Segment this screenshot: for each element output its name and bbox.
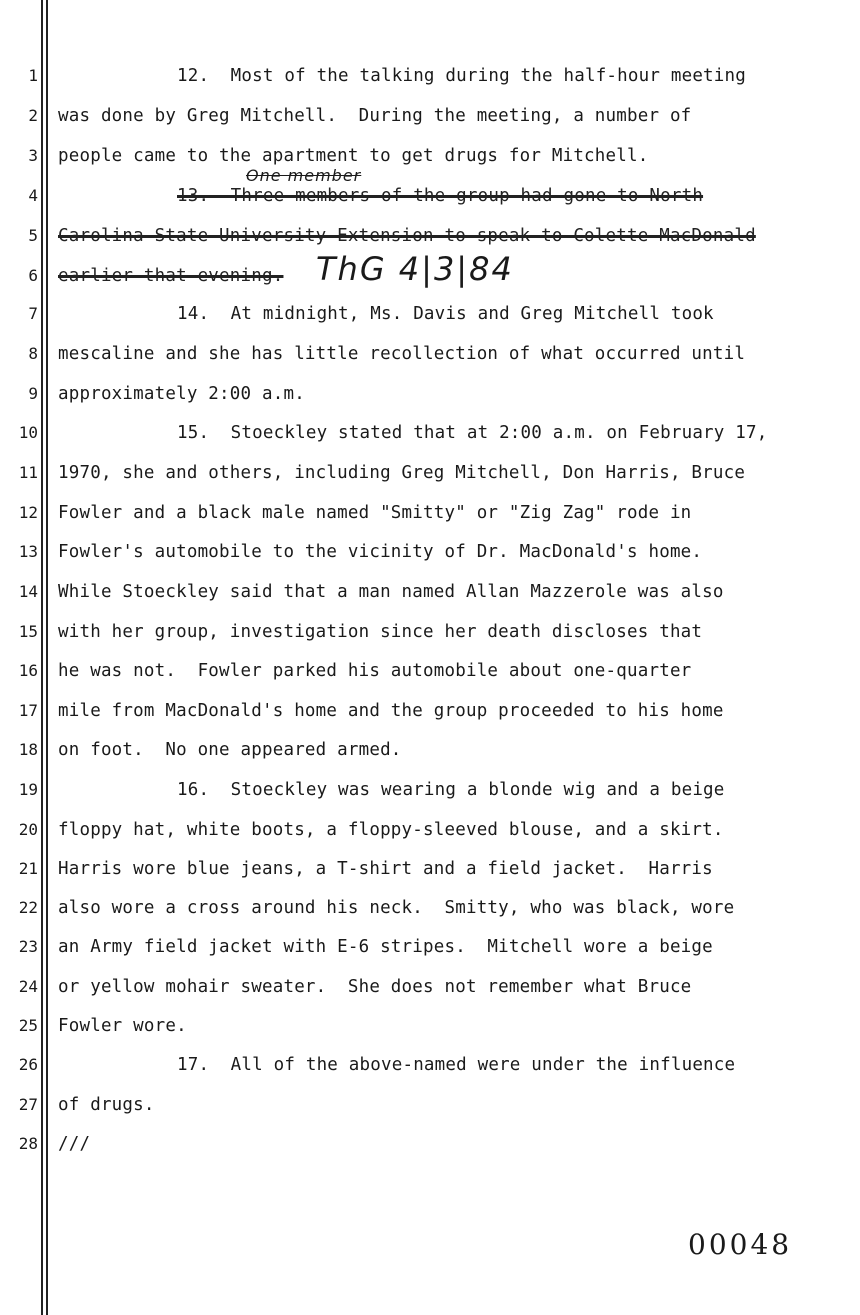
line-number: 10 bbox=[18, 423, 38, 442]
line-number: 23 bbox=[18, 937, 38, 956]
line-number: 3 bbox=[28, 146, 38, 165]
struck-text-line: earlier that evening. bbox=[58, 266, 284, 286]
line-number: 11 bbox=[18, 463, 38, 482]
margin-rule-inner bbox=[46, 0, 48, 1315]
text-line: 15. Stoeckley stated that at 2:00 a.m. on February 17, bbox=[177, 423, 768, 443]
line-number: 15 bbox=[18, 622, 38, 641]
line-number: 4 bbox=[28, 186, 38, 205]
text-line: approximately 2:00 a.m. bbox=[58, 384, 305, 404]
page-number: 00048 bbox=[688, 1228, 793, 1261]
line-number: 22 bbox=[18, 898, 38, 917]
text-line: with her group, investigation since her death discloses that bbox=[58, 622, 703, 642]
text-line: or yellow mohair sweater. She does not remember what Bruce bbox=[58, 977, 692, 997]
text-line: people came to the apartment to get drugs for Mitchell. bbox=[58, 146, 649, 166]
line-number: 8 bbox=[28, 344, 38, 363]
text-line: of drugs. bbox=[58, 1095, 155, 1115]
text-line: Fowler wore. bbox=[58, 1016, 187, 1036]
line-number: 28 bbox=[18, 1134, 38, 1153]
text-line: 1970, she and others, including Greg Mitchell, Don Harris, Bruce bbox=[58, 463, 746, 483]
text-line: also wore a cross around his neck. Smitty, who was black, wore bbox=[58, 898, 735, 918]
text-line: /// bbox=[58, 1134, 91, 1154]
text-line: 12. Most of the talking during the half-hour meeting bbox=[177, 66, 747, 86]
text-line: Fowler's automobile to the vicinity of Dr. MacDonald's home. bbox=[58, 542, 703, 562]
line-number: 19 bbox=[18, 780, 38, 799]
line-number: 16 bbox=[18, 661, 38, 680]
line-number: 1 bbox=[28, 66, 38, 85]
line-number: 6 bbox=[28, 266, 38, 285]
line-number: 2 bbox=[28, 106, 38, 125]
line-number: 20 bbox=[18, 820, 38, 839]
text-line: 16. Stoeckley was wearing a blonde wig and a beige bbox=[177, 780, 725, 800]
line-number: 27 bbox=[18, 1095, 38, 1114]
line-number: 12 bbox=[18, 503, 38, 522]
text-line: mescaline and she has little recollection of what occurred until bbox=[58, 344, 746, 364]
text-line: 14. At midnight, Ms. Davis and Greg Mitchell took bbox=[177, 304, 714, 324]
handwritten-initials-date: ThG 4|3|84 bbox=[316, 250, 514, 288]
text-line: mile from MacDonald's home and the group proceeded to his home bbox=[58, 701, 724, 721]
line-number: 9 bbox=[28, 384, 38, 403]
line-number: 17 bbox=[18, 701, 38, 720]
text-line: floppy hat, white boots, a floppy-sleeved blouse, and a skirt. bbox=[58, 820, 724, 840]
text-line: on foot. No one appeared armed. bbox=[58, 740, 402, 760]
text-line: was done by Greg Mitchell. During the meeting, a number of bbox=[58, 106, 692, 126]
text-line: an Army field jacket with E-6 stripes. Mitchell wore a beige bbox=[58, 937, 713, 957]
line-number: 24 bbox=[18, 977, 38, 996]
line-number: 26 bbox=[18, 1055, 38, 1074]
struck-text-line: Carolina State University Extension to speak to Colette MacDonald bbox=[58, 226, 756, 246]
text-line: he was not. Fowler parked his automobile about one-quarter bbox=[58, 661, 692, 681]
text-line: Harris wore blue jeans, a T-shirt and a field jacket. Harris bbox=[58, 859, 713, 879]
margin-rule-left bbox=[41, 0, 43, 1315]
line-number: 25 bbox=[18, 1016, 38, 1035]
line-number: 5 bbox=[28, 226, 38, 245]
text-line: Fowler and a black male named "Smitty" or "Zig Zag" rode in bbox=[58, 503, 692, 523]
line-number: 7 bbox=[28, 304, 38, 323]
line-number: 13 bbox=[18, 542, 38, 561]
text-line: While Stoeckley said that a man named Allan Mazzerole was also bbox=[58, 582, 724, 602]
line-number: 14 bbox=[18, 582, 38, 601]
handwritten-insertion: One member bbox=[246, 166, 362, 185]
text-line: 17. All of the above-named were under the influence bbox=[177, 1055, 736, 1075]
struck-text-line: 13. Three members of the group had gone to North bbox=[177, 186, 704, 206]
line-number: 18 bbox=[18, 740, 38, 759]
line-number: 21 bbox=[18, 859, 38, 878]
